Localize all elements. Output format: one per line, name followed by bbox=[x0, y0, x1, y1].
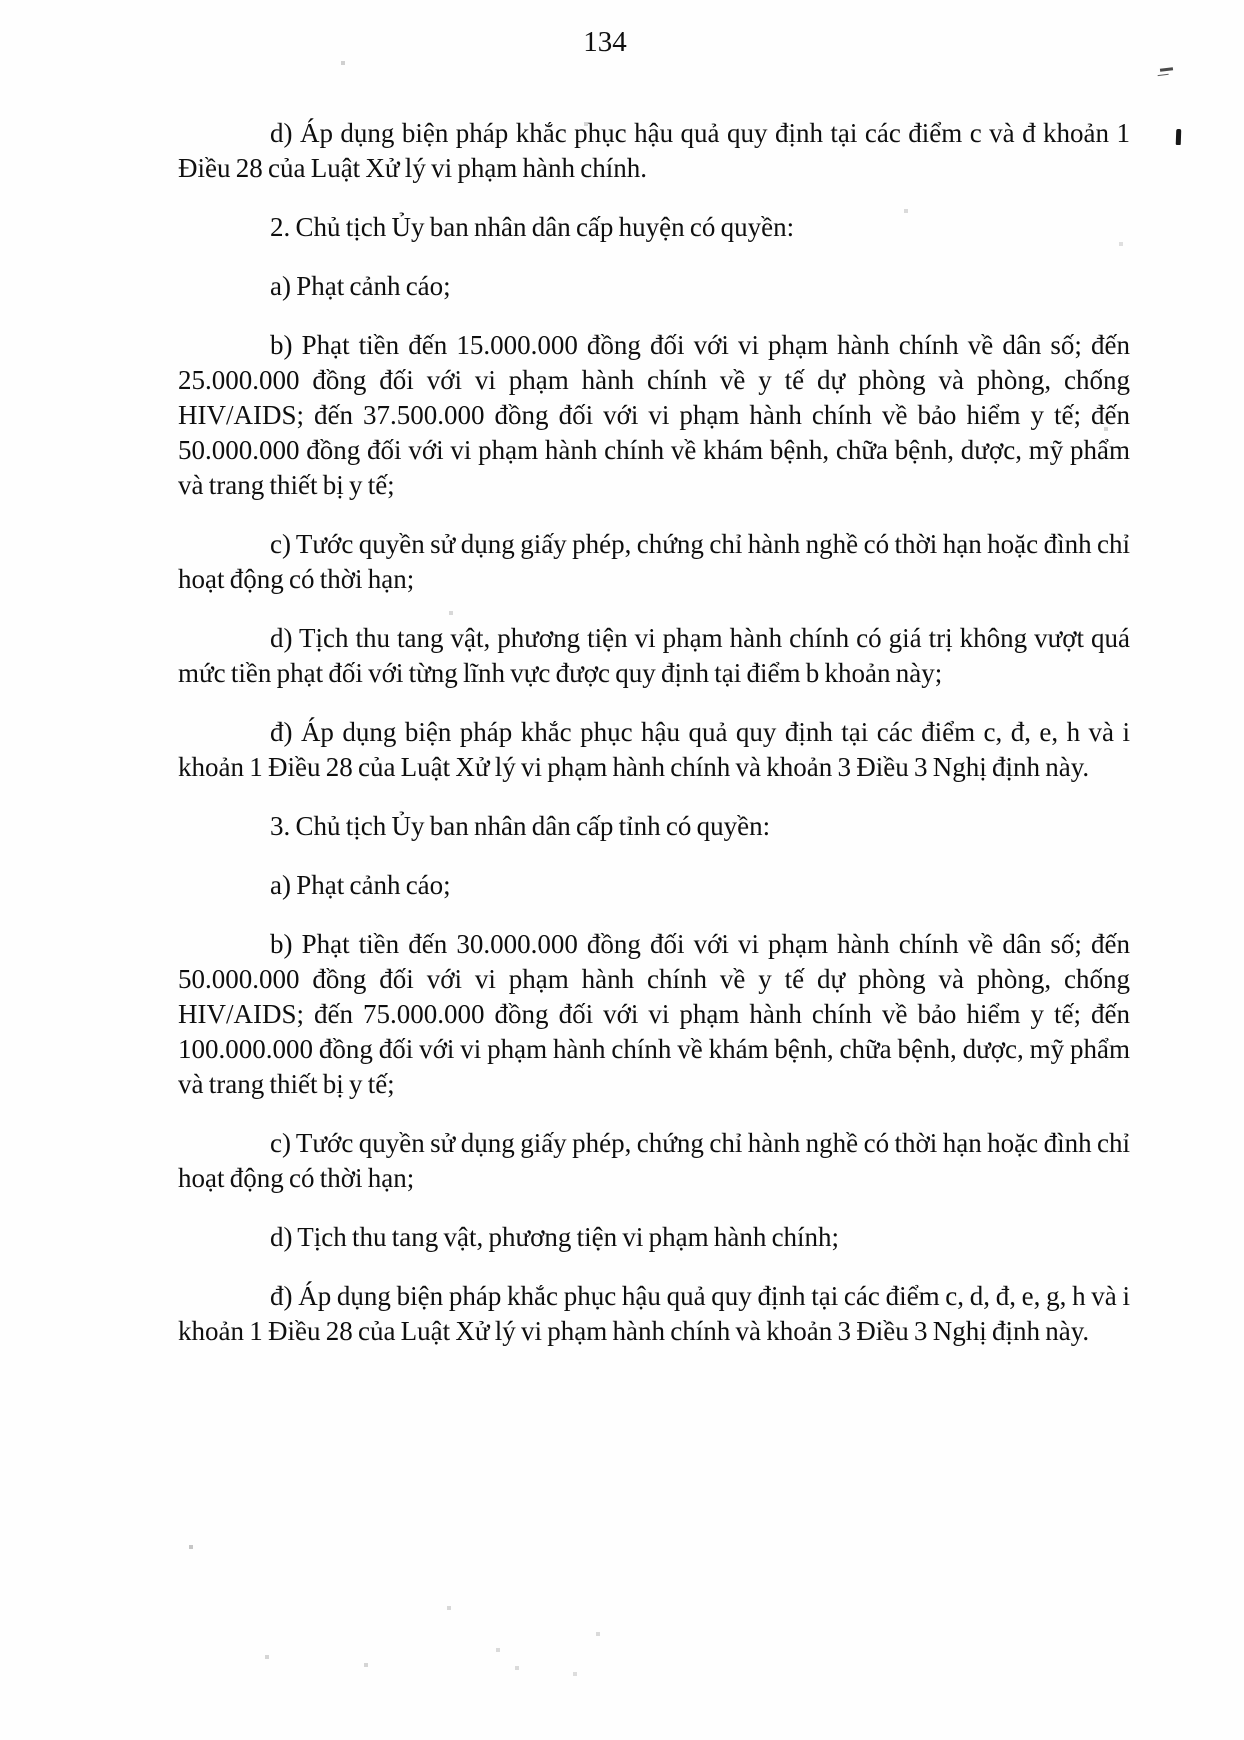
clause-2-point-d: d) Tịch thu tang vật, phương tiện vi phạm hành chính có giá trị không vượt quá mức tiền phạt đối với từng lĩnh vực được quy định tại điểm b khoản này; bbox=[178, 623, 1130, 688]
clause-3-point-dd: đ) Áp dụng biện pháp khắc phục hậu quả quy định tại các điểm c, d, đ, e, g, h và i khoản 1 Điều 28 của Luật Xử lý vi phạm hành chính và khoản 3 Điều 3 Nghị định này. bbox=[178, 1281, 1130, 1346]
clause-2-point-c: c) Tước quyền sử dụng giấy phép, chứng chỉ hành nghề có thời hạn hoặc đình chỉ hoạt động có thời hạn; bbox=[178, 529, 1130, 594]
clause-1-point-d: d) Áp dụng biện pháp khắc phục hậu quả quy định tại các điểm c và đ khoản 1 Điều 28 của Luật Xử lý vi phạm hành chính. bbox=[178, 118, 1130, 183]
page-number: 134 bbox=[583, 26, 627, 58]
document-body bbox=[178, 116, 1130, 1373]
clause-3-point-a: a) Phạt cảnh cáo; bbox=[270, 870, 451, 900]
clause-2-point-dd: đ) Áp dụng biện pháp khắc phục hậu quả quy định tại các điểm c, đ, e, h và i khoản 1 Điều 28 của Luật Xử lý vi phạm hành chính và khoản 3 Điều 3 Nghị định này. bbox=[178, 717, 1130, 782]
clause-3-point-b: b) Phạt tiền đến 30.000.000 đồng đối với vi phạm hành chính về dân số; đến 50.000.000 đồng đối với vi phạm hành chính về y tế dự phòng và phòng, chống HIV/AIDS; đến 75.000.000 đồng đối với vi phạm hành chính về bảo hiểm y tế; đến 100.000.000 đồng đối với vi phạm hành chính về khám bệnh, chữa bệnh, dược, mỹ phẩm và trang thiết bị y tế; bbox=[178, 929, 1130, 1099]
clause-2-point-a: a) Phạt cảnh cáo; bbox=[270, 271, 451, 301]
clause-3-heading: 3. Chủ tịch Ủy ban nhân dân cấp tỉnh có quyền: bbox=[270, 811, 771, 841]
scan-speckles bbox=[0, 0, 2, 2]
clause-2-heading: 2. Chủ tịch Ủy ban nhân dân cấp huyện có quyền: bbox=[270, 212, 795, 242]
clause-3-point-d: d) Tịch thu tang vật, phương tiện vi phạm hành chính; bbox=[270, 1222, 840, 1252]
clause-3-point-c: c) Tước quyền sử dụng giấy phép, chứng chỉ hành nghề có thời hạn hoặc đình chỉ hoạt động có thời hạn; bbox=[178, 1128, 1130, 1193]
scan-artifact-tick bbox=[1176, 129, 1182, 145]
clause-2-point-b: b) Phạt tiền đến 15.000.000 đồng đối với vi phạm hành chính về dân số; đến 25.000.000 đồng đối với vi phạm hành chính về y tế dự phòng và phòng, chống HIV/AIDS; đến 37.500.000 đồng đối với vi phạm hành chính về bảo hiểm y tế; đến 50.000.000 đồng đối với vi phạm hành chính về khám bệnh, chữa bệnh, dược, mỹ phẩm và trang thiết bị y tế; bbox=[178, 330, 1130, 500]
scan-artifact-dash bbox=[1160, 67, 1173, 72]
